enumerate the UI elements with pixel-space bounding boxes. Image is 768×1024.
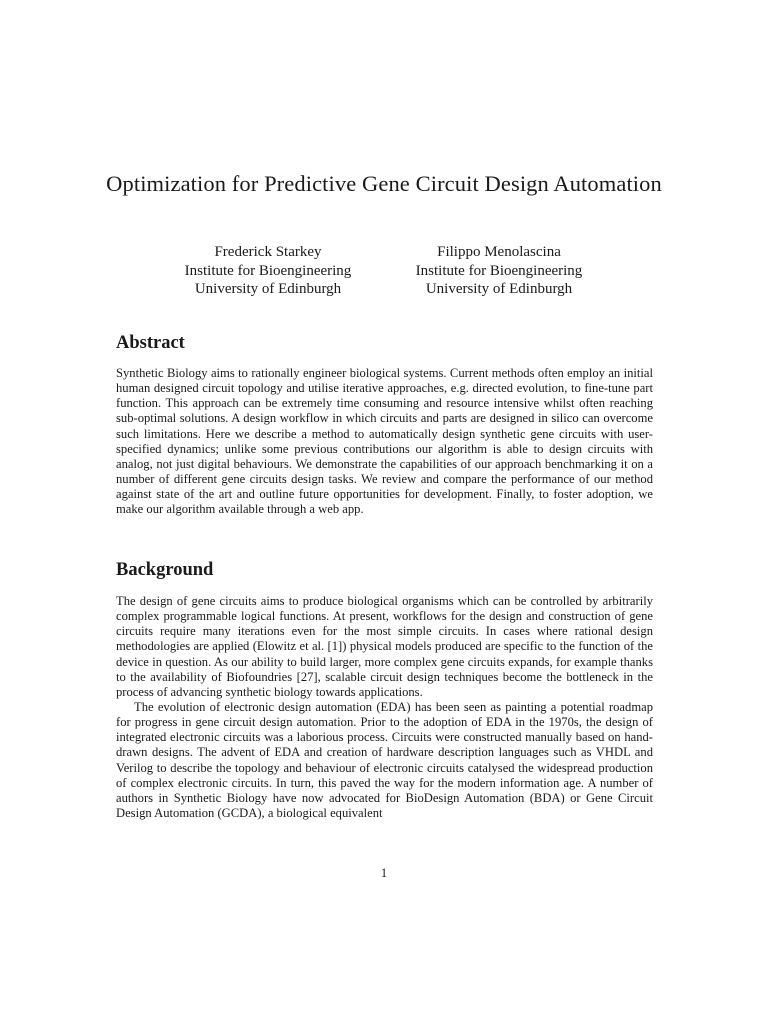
abstract-heading: Abstract [116,333,185,353]
author-university: University of Edinburgh [425,281,573,297]
paper-title: Optimization for Predictive Gene Circuit Design Automation [106,171,662,196]
author-name: Filippo Menolascina [437,244,561,260]
author-1 [158,243,378,299]
author-block [0,243,768,303]
author-2 [388,243,610,299]
background-paragraph-1: The design of gene circuits aims to produce biological organisms which can be controlled by arbitrarily complex programmable logical functions. At present, workflows for the design and construction of gene circuits require many iterations even for the most simple circuits. In cases where rational design methodologies are applied (Elowitz et al. [1]) physical models produced are specific to the function of the device in question. As our ability to build larger, more complex gene circuits expands, for example thanks to the availability of Biofoundries [27], scalable circuit design techniques become the bottleneck in the process of advancing synthetic biology towards applications. [116,594,653,699]
page-number: 1 [380,866,388,880]
author-university: University of Edinburgh [194,281,342,297]
author-name: Frederick Starkey [214,244,322,260]
background-heading: Background [116,560,214,580]
author-affiliation: Institute for Bioengineering [415,262,583,279]
author-affiliation: Institute for Bioengineering [184,262,352,279]
abstract-text: Synthetic Biology aims to rationally engineer biological systems. Current methods often employ an initial human designed circuit topology and utilise iterative approaches, e.g. directed evolution, to fine-tune part function. This approach can be extremely time consuming and resource intensive whilst often reaching sub-optimal solutions. A design workflow in which circuits and parts are designed in silico can overcome such limitations. Here we describe a method to automatically design synthetic gene circuits with user-specified dynamics; unlike some previous contributions our algorithm is able to design circuits with analog, not just digital behaviours. We demonstrate the capabilities of our approach benchmarking it on a number of different gene circuits design tasks. We review and compare the performance of our method against state of the art and outline future opportunities for development. Finally, to foster adoption, we make our algorithm available through a web app. [116,366,653,517]
background-paragraph-2: The evolution of electronic design automation (EDA) has been seen as painting a potential roadmap for progress in gene circuit design automation. Prior to the adoption of EDA in the 1970s, the design of integrated electronic circuits was a laborious process. Circuits were constructed manually based on hand-drawn designs. The advent of EDA and creation of hardware description languages such as VHDL and Verilog to describe the topology and behaviour of electronic circuits catalysed the widespread production of complex electronic circuits. In turn, this paved the way for the modern information age. A number of authors in Synthetic Biology have now advocated for BioDesign Automation (BDA) or Gene Circuit Design Automation (GCDA), a biological equivalent [116,700,653,821]
